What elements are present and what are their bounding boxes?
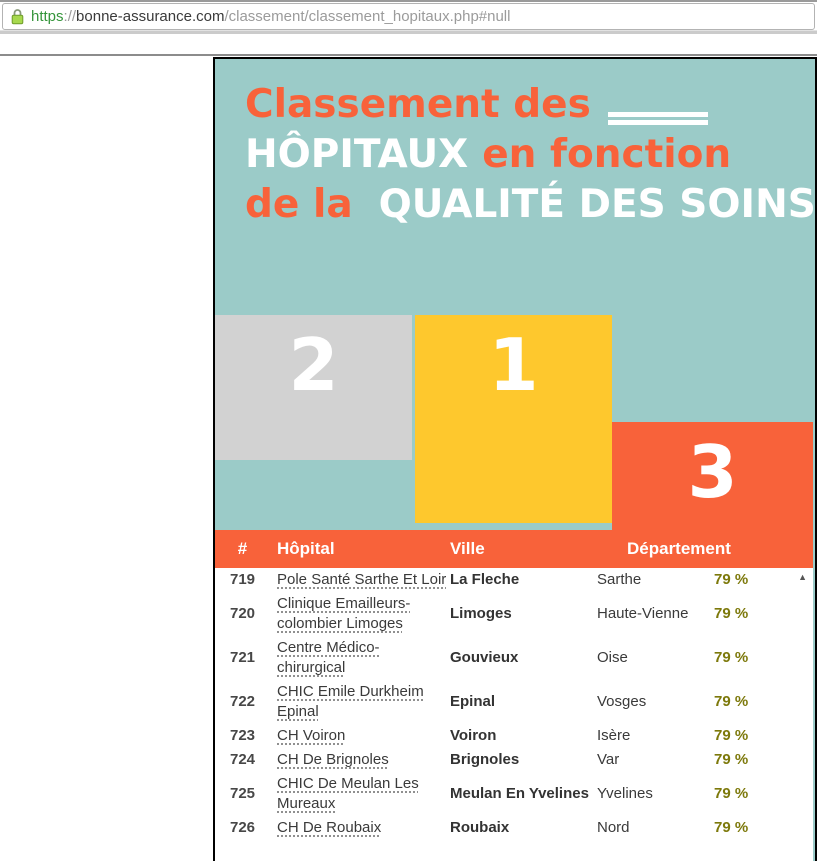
hospital-cell bbox=[270, 774, 447, 814]
city-cell: Gouvieux bbox=[450, 649, 519, 666]
browser-chrome bbox=[0, 0, 817, 34]
department-cell: Sarthe bbox=[597, 571, 642, 588]
department-cell: Var bbox=[597, 751, 620, 768]
podium-second-place: 2 bbox=[215, 315, 412, 460]
city-cell: Meulan En Yvelines bbox=[450, 785, 589, 802]
header-rank: # bbox=[237, 539, 248, 558]
url-path: /classement/classement_hopitaux.php#null bbox=[224, 8, 511, 25]
hospital-cell bbox=[270, 750, 447, 770]
hospital-cell bbox=[270, 818, 447, 838]
department-cell: Yvelines bbox=[597, 785, 653, 802]
address-bar[interactable] bbox=[2, 3, 815, 30]
url-domain: bonne-assurance.com bbox=[76, 8, 225, 25]
score-cell: 79 % bbox=[714, 649, 749, 666]
hospital-link[interactable]: Centre Médico-chirurgical bbox=[277, 639, 380, 676]
rank-cell: 725 bbox=[229, 785, 256, 802]
hospital-link[interactable]: CH De Roubaix bbox=[277, 819, 382, 836]
city-cell: Roubaix bbox=[450, 819, 510, 836]
chrome-bottom-band bbox=[0, 30, 817, 34]
city-cell: Epinal bbox=[450, 693, 496, 710]
city-cell: Voiron bbox=[450, 727, 497, 744]
department-cell: Oise bbox=[597, 649, 628, 666]
score-cell: 79 % bbox=[714, 693, 749, 710]
header-city: Ville bbox=[450, 539, 485, 558]
title-line-3: de la QUALITÉ DES SOINS bbox=[245, 182, 816, 227]
table-row bbox=[215, 568, 813, 592]
header-department: Département bbox=[627, 539, 731, 558]
hospital-cell bbox=[270, 682, 447, 722]
department-cell: Isère bbox=[597, 727, 631, 744]
hospital-link[interactable]: CH Voiron bbox=[277, 727, 346, 744]
url-scheme: https bbox=[31, 8, 64, 25]
title-line-1: Classement des bbox=[245, 82, 591, 127]
rank-cell: 721 bbox=[229, 649, 256, 666]
table-row bbox=[215, 724, 813, 748]
hospital-link[interactable]: CHIC De Meulan Les Mureaux bbox=[277, 775, 419, 812]
table-header bbox=[215, 530, 813, 568]
ranking-widget bbox=[213, 57, 817, 861]
score-cell: 79 % bbox=[714, 751, 749, 768]
header-hospital: Hôpital bbox=[277, 539, 335, 558]
podium-first-place: 1 bbox=[415, 315, 612, 523]
hospital-cell bbox=[270, 594, 447, 634]
hospital-link[interactable]: Clinique Emailleurs-colombier Limoges bbox=[277, 595, 411, 632]
table-row bbox=[215, 816, 813, 840]
rank-cell: 724 bbox=[229, 751, 256, 768]
page-top-divider bbox=[0, 54, 817, 56]
table-row bbox=[215, 636, 813, 680]
rank-cell: 722 bbox=[229, 693, 256, 710]
title-line-2: HÔPITAUX en fonction bbox=[245, 132, 732, 177]
table-row bbox=[215, 772, 813, 816]
table-body[interactable] bbox=[215, 568, 813, 861]
table-row bbox=[215, 748, 813, 772]
padlock-icon bbox=[11, 8, 24, 25]
hospital-link[interactable]: Pole Santé Sarthe Et Loir bbox=[277, 571, 447, 588]
score-cell: 79 % bbox=[714, 785, 749, 802]
score-cell: 79 % bbox=[714, 571, 749, 588]
hospital-link[interactable]: CH De Brignoles bbox=[277, 751, 389, 768]
city-cell: La Fleche bbox=[450, 571, 520, 588]
hospital-link[interactable]: CHIC Emile Durkheim Epinal bbox=[277, 683, 424, 720]
hospital-cell bbox=[270, 570, 447, 590]
hospital-cell bbox=[270, 638, 447, 678]
city-cell: Brignoles bbox=[450, 751, 520, 768]
url-text bbox=[31, 8, 510, 25]
table-row bbox=[215, 680, 813, 724]
hospital-cell bbox=[270, 726, 447, 746]
department-cell: Nord bbox=[597, 819, 630, 836]
rank-cell: 719 bbox=[229, 571, 256, 588]
rank-cell: 726 bbox=[229, 819, 256, 836]
double-lines-decoration bbox=[608, 112, 708, 128]
department-cell: Haute-Vienne bbox=[597, 605, 689, 622]
score-cell: 79 % bbox=[714, 819, 749, 836]
scroll-up-icon[interactable]: ▲ bbox=[798, 572, 807, 582]
department-cell: Vosges bbox=[597, 693, 647, 710]
podium-third-place: 3 bbox=[612, 422, 813, 530]
score-cell: 79 % bbox=[714, 605, 749, 622]
city-cell: Limoges bbox=[450, 605, 512, 622]
page-title bbox=[245, 80, 816, 230]
url-separator: :// bbox=[63, 8, 77, 25]
score-cell: 79 % bbox=[714, 727, 749, 744]
rank-cell: 723 bbox=[229, 727, 256, 744]
rank-cell: 720 bbox=[229, 605, 256, 622]
table-row bbox=[215, 592, 813, 636]
